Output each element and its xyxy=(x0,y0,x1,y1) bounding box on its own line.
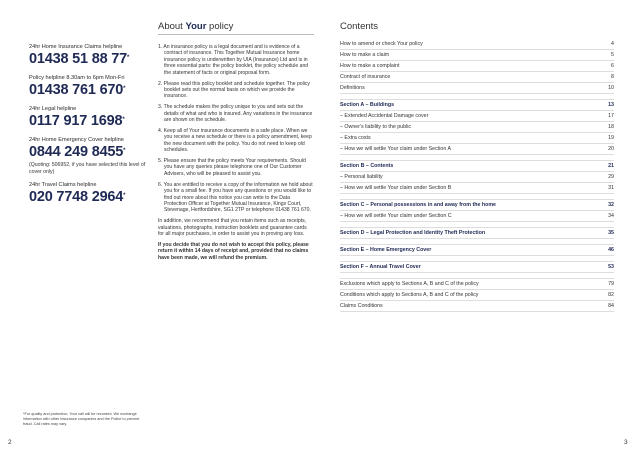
contents-entry-title: Section F – Annual Travel Cover xyxy=(340,263,421,270)
contents-page-number: 18 xyxy=(608,123,614,130)
about-paragraph: In addition, we recommend that you retain items such as receipts, valuations, photographs, instruction booklets and guarantee cards for all major purchases, in order to assist you in proving any loss. xyxy=(158,218,307,238)
about-policy-text xyxy=(158,44,314,266)
contents-section-row[interactable] xyxy=(340,228,614,239)
about-paragraph: 2. Please read this policy booklet and schedule together. The policy booklet sets out the normal basis on which we provide the insurance. xyxy=(158,80,310,100)
contents-entry-title: Section A – Buildings xyxy=(340,101,395,108)
cancellation-notice: If you decide that you do not wish to accept this policy, please return it within 14 days of receipt and, provided that no claims have been made, we will refund the premium. xyxy=(158,241,309,261)
contents-page-number: 5 xyxy=(611,51,614,58)
footnote-marker: * xyxy=(123,193,126,199)
contents-section-row[interactable] xyxy=(340,200,614,211)
contents-entry-title: – Owner's liability to the public xyxy=(340,123,412,130)
about-paragraph: 5. Please ensure that the policy meets Your requirements. Should you have any queries please telephone one of Our Customer Advisers, who will be pleased to assist you. xyxy=(158,157,306,177)
helpline-entry xyxy=(29,137,150,175)
contents-entry-title: Section E – Home Emergency Cover xyxy=(340,246,432,253)
helpline-label: 24hr Legal helpline xyxy=(29,106,77,112)
phone-number-text: 01438 51 88 77 xyxy=(29,51,127,67)
contents-page-number: 10 xyxy=(608,84,614,91)
helpline-entry xyxy=(29,106,150,130)
contents-page-number: 21 xyxy=(608,162,614,169)
helpline-label: Policy helpline 8.30am to 6pm Mon-Fri xyxy=(29,75,125,81)
phone-number-text: 0117 917 1698 xyxy=(29,113,123,129)
helpline-number[interactable] xyxy=(29,189,150,206)
about-paragraph: 4. Keep all of Your insurance documents in a safe place. When we you receive a new schedule or there is a policy amendment, keep the new document with the policy. You do not need to keep old schedules. xyxy=(158,127,312,154)
footnote-marker: * xyxy=(127,55,130,61)
contents-entry-title: Section B – Contents xyxy=(340,162,394,169)
helpline-label: 24hr Home Insurance Claims helpline xyxy=(29,44,123,50)
contents-entry-title: – How we will settle Your claim under Section C xyxy=(340,212,452,219)
contents-page-number: 31 xyxy=(608,184,614,191)
contents-entry-title: How to make a complaint xyxy=(340,62,400,69)
phone-number-text: 0844 249 8455 xyxy=(29,144,124,160)
helpline-entry xyxy=(29,44,150,68)
contents-section-row[interactable] xyxy=(340,161,614,172)
helpline-number[interactable] xyxy=(29,113,150,130)
contents-page-number: 8 xyxy=(611,73,614,80)
contents-page-number: 84 xyxy=(608,302,614,309)
phone-number-text: 01438 761 670 xyxy=(29,82,124,98)
contents-entry-title: – Extended Accidental Damage cover xyxy=(340,112,429,119)
contents-row[interactable] xyxy=(340,111,614,122)
about-paragraph: 3. The schedule makes the policy unique to you and sets out the details of what and who is insured. Any variations in the insurance are shown on the schedule. xyxy=(158,104,313,124)
about-heading-post: policy xyxy=(206,21,234,32)
contents-entry-title: How to make a claim xyxy=(340,51,390,58)
contents-page-number: 4 xyxy=(611,40,614,47)
contents-page-number: 34 xyxy=(608,212,614,219)
divider xyxy=(158,34,314,35)
contents-page-number: 13 xyxy=(608,101,614,108)
contents-row[interactable] xyxy=(340,39,614,50)
contents-page-number: 46 xyxy=(608,246,614,253)
contents-page-number: 20 xyxy=(608,145,614,152)
contents-entry-title: Section C – Personal possessions in and away from the home xyxy=(340,201,497,208)
contents-entry-title: Claims Conditions xyxy=(340,302,383,309)
contents-row[interactable] xyxy=(340,301,614,312)
about-policy-heading xyxy=(158,21,233,32)
helpline-number[interactable] xyxy=(29,144,150,161)
contents-row[interactable] xyxy=(340,50,614,61)
contents-page-number: 17 xyxy=(608,112,614,119)
contents-row[interactable] xyxy=(340,183,614,194)
contents-heading: Contents xyxy=(340,21,379,32)
helpline-entry xyxy=(29,182,150,206)
contents-page-number: 19 xyxy=(608,134,614,141)
helpline-label: 24hr Home Emergency Cover helpline xyxy=(29,137,124,143)
contents-row[interactable] xyxy=(340,211,614,222)
helpline-label: 24hr Travel Claims helpline xyxy=(29,182,97,188)
contents-section-row[interactable] xyxy=(340,245,614,256)
helpline-number[interactable] xyxy=(29,51,150,68)
contents-row[interactable] xyxy=(340,72,614,83)
about-heading-bold: Your xyxy=(185,21,207,32)
helpline-note: (Quoting: 506952, if you have selected this level of cover only) xyxy=(29,162,146,175)
page-number-left: 2 xyxy=(8,439,12,446)
contents-entry-title: – Extra costs xyxy=(340,134,371,141)
phone-number-text: 020 7748 2964 xyxy=(29,189,124,205)
contents-section-row[interactable] xyxy=(340,262,614,273)
contents-entry-title: How to amend or check Your policy xyxy=(340,40,423,47)
contents-page-number: 32 xyxy=(608,201,614,208)
contents-row[interactable] xyxy=(340,290,614,301)
footnote-marker: * xyxy=(122,117,125,123)
contents-entry-title: Section D – Legal Protection and Identity Theft Protection xyxy=(340,229,486,236)
contents-entry-title: Conditions which apply to Sections A, B and C of the policy xyxy=(340,291,479,298)
footnote-marker: * xyxy=(123,148,126,154)
contents-page-number: 6 xyxy=(611,62,614,69)
contents-table xyxy=(340,39,614,312)
contents-entry-title: Contract of insurance xyxy=(340,73,391,80)
about-heading-pre: About xyxy=(158,21,186,32)
contents-row[interactable] xyxy=(340,144,614,155)
contents-entry-title: – Personal liability xyxy=(340,173,383,180)
contents-entry-title: Definitions xyxy=(340,84,365,91)
contents-entry-title: Exclusions which apply to Sections A, B and C of the policy xyxy=(340,280,479,287)
contents-row[interactable] xyxy=(340,172,614,183)
contents-row[interactable] xyxy=(340,83,614,94)
contents-entry-title: – How we will settle Your claim under Section B xyxy=(340,184,452,191)
contents-page-number: 79 xyxy=(608,280,614,287)
about-paragraph: 6. You are entitled to receive a copy of the information we hold about you for a small fee. If you have any questions or you would like to find out more about this notice you can write to the Data Protection Officer at Together Mutual Insurance, Kings Court, Stevenage, Hertfordshire, SG1 2TP or telephone 01438 761 670. xyxy=(158,181,313,214)
contents-row[interactable] xyxy=(340,61,614,72)
contents-page-number: 29 xyxy=(608,173,614,180)
call-recording-footnote: *For quality and protection, Your call will be recorded. We exchange information with other insurance companies and the Police to prevent fraud. Call rates may vary. xyxy=(23,412,140,426)
contents-row[interactable] xyxy=(340,133,614,144)
contents-entry-title: – How we will settle Your claim under Section A xyxy=(340,145,451,152)
about-paragraph: 1. An insurance policy is a legal document and is evidence of a contract of insurance. This Together Mutual Insurance home insurance policy is underwritten by UIA (Insurance) Ltd and is in three essential parts: the policy booklet, the policy schedule and the statement of facts or original proposal form. xyxy=(158,44,309,76)
contents-page-number: 82 xyxy=(608,291,614,298)
helpline-number[interactable] xyxy=(29,82,150,99)
helpline-entry xyxy=(29,75,150,99)
contents-section-row[interactable] xyxy=(340,100,614,111)
contents-page-number: 35 xyxy=(608,229,614,236)
footnote-marker: * xyxy=(123,86,126,92)
page-number-right: 3 xyxy=(624,439,628,446)
contents-page-number: 53 xyxy=(608,263,614,270)
contents-row[interactable] xyxy=(340,122,614,133)
helpline-panel xyxy=(29,44,150,213)
contents-row[interactable] xyxy=(340,279,614,290)
